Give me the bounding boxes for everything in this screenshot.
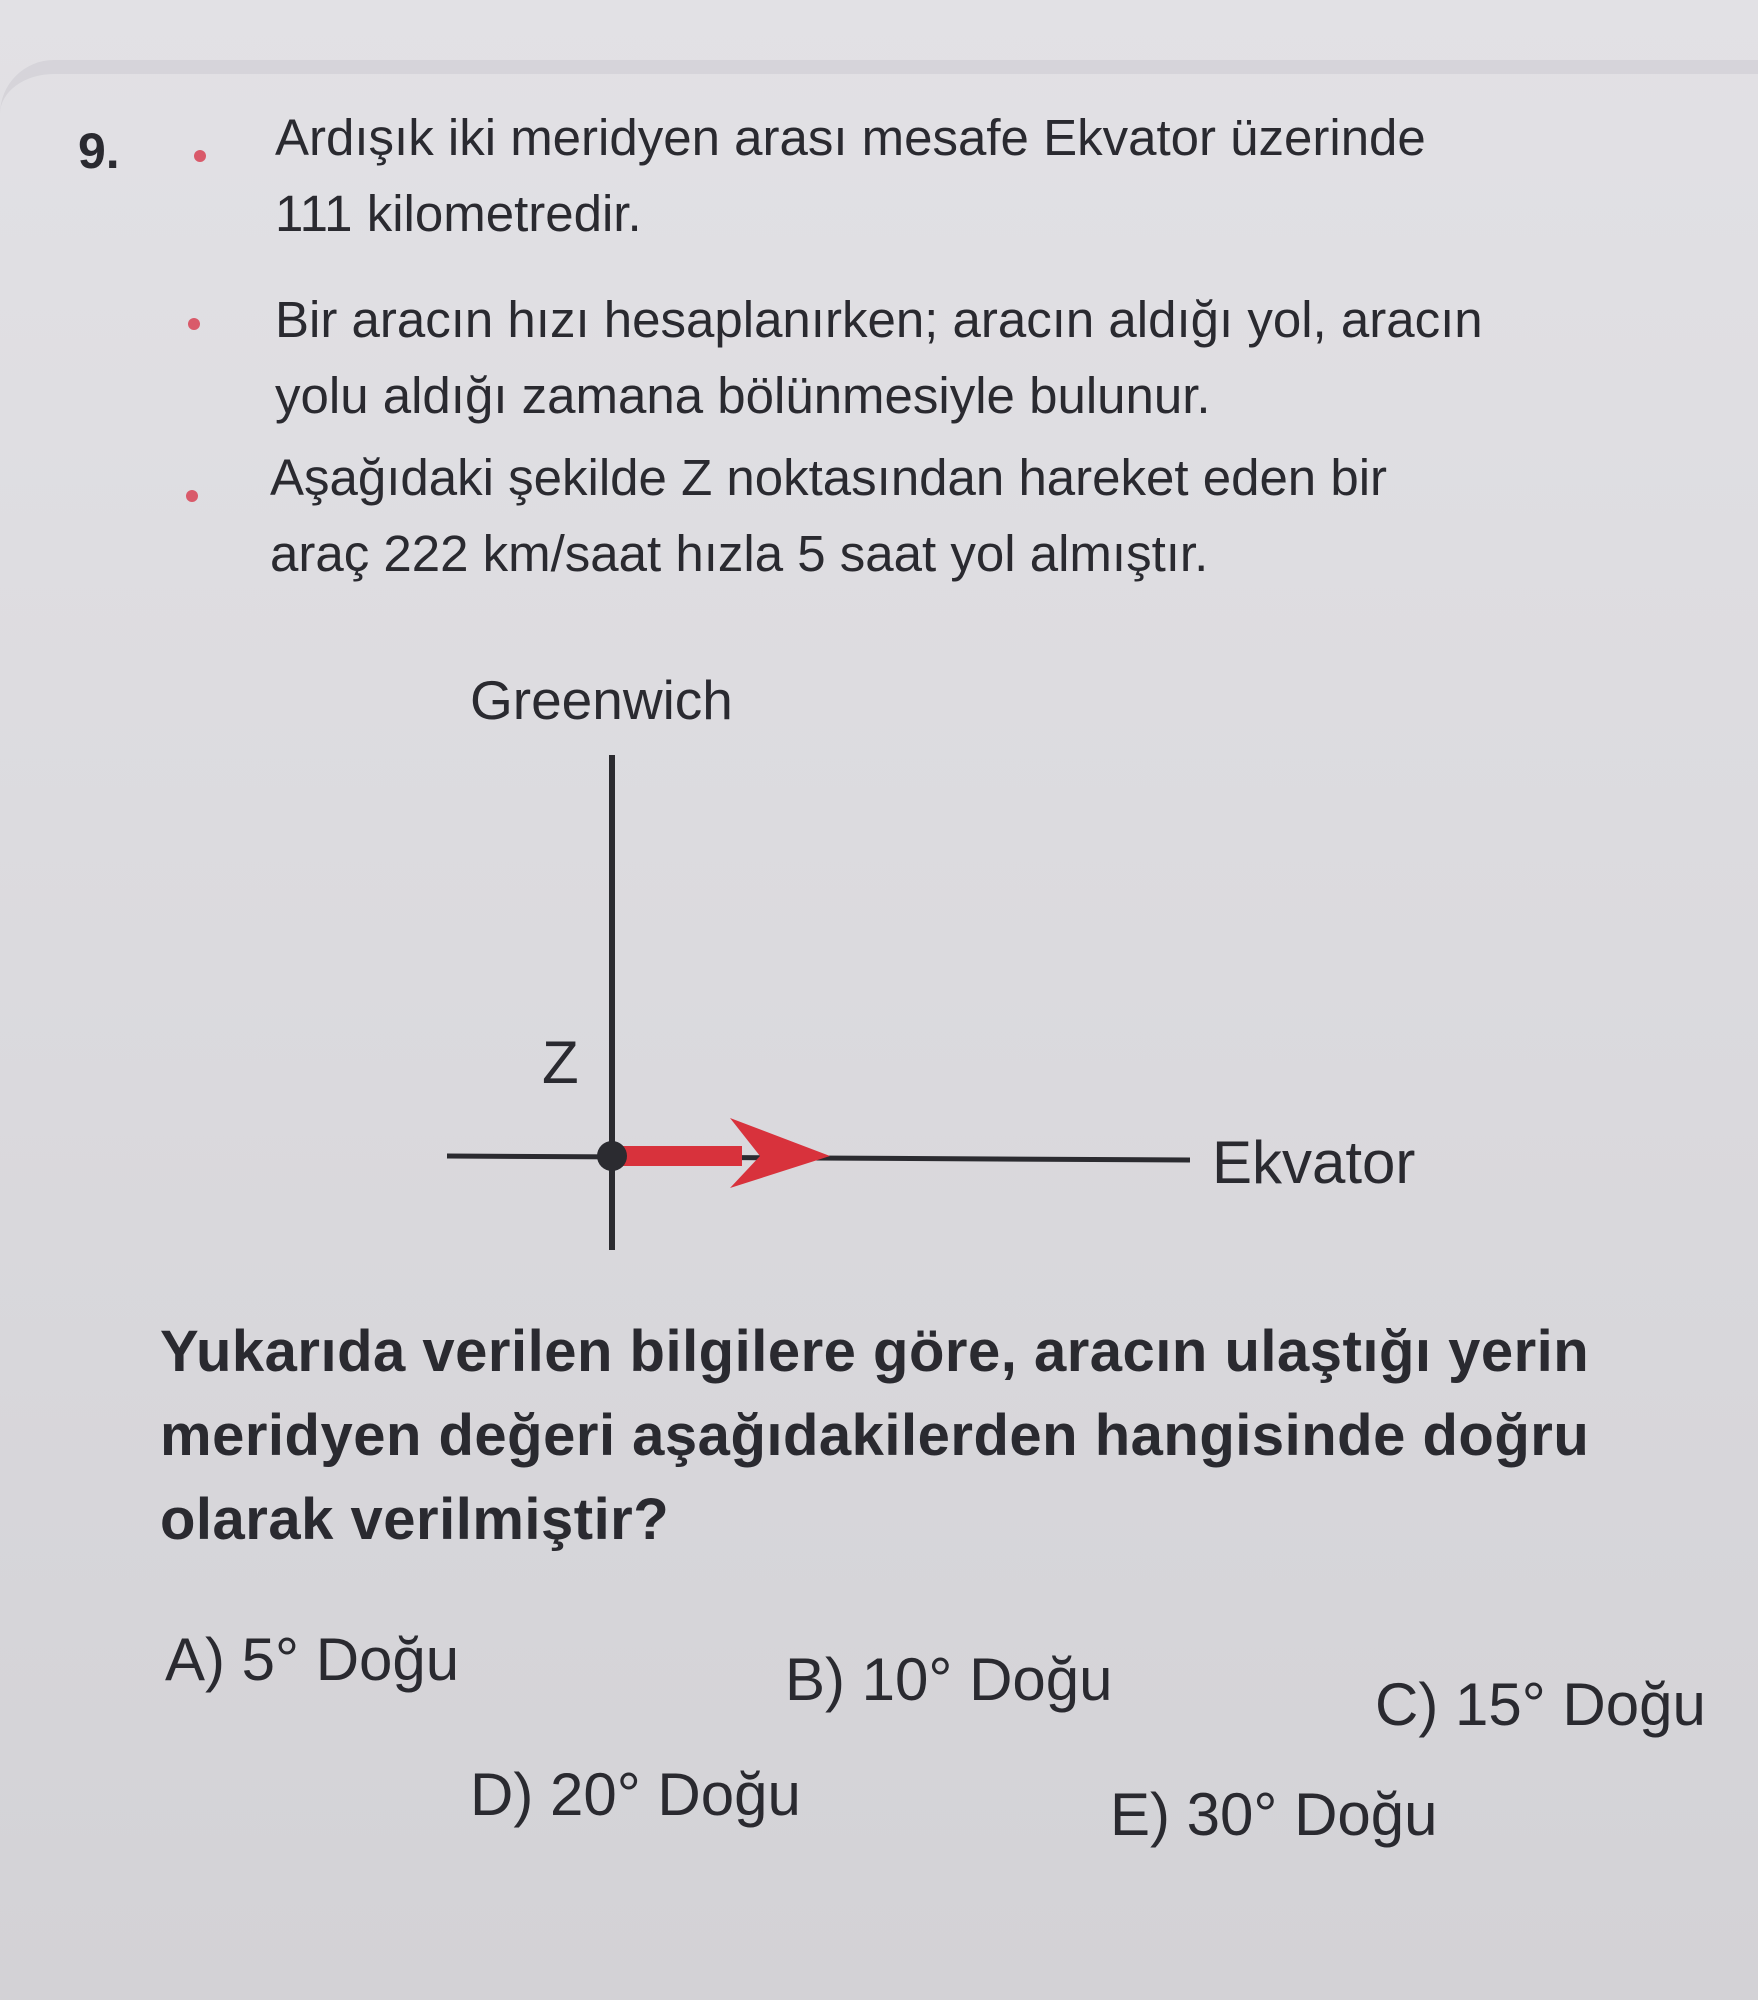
travel-arrow-shaft: [612, 1146, 742, 1166]
choice-e[interactable]: E) 30° Doğu: [1110, 1781, 1438, 1848]
equator-label: Ekvator: [1212, 1129, 1416, 1196]
choice-c[interactable]: C) 15° Doğu: [1375, 1671, 1706, 1738]
choice-b[interactable]: B) 10° Doğu: [785, 1646, 1113, 1713]
point-z-marker: [597, 1141, 627, 1171]
question-number: 9.: [78, 123, 120, 179]
point-z-label: Z: [542, 1029, 579, 1096]
question-line-1: Yukarıda verilen bilgilere göre, aracın ulaştığı yerin: [160, 1319, 1590, 1384]
bullet-3-line-2: araç 222 km/saat hızla 5 saat yol almıştır.: [270, 525, 1209, 582]
greenwich-label: Greenwich: [470, 669, 733, 731]
choice-a[interactable]: A) 5° Doğu: [165, 1626, 460, 1693]
bullet-1-line-1: Ardışık iki meridyen arası mesafe Ekvator üzerinde: [275, 109, 1426, 166]
bullet-1-line-2: 111 kilometredir.: [275, 185, 642, 242]
question-line-2: meridyen değeri aşağıdakilerden hangisinde doğru: [160, 1403, 1590, 1468]
travel-arrow-head: [730, 1118, 830, 1188]
choice-d[interactable]: D) 20° Doğu: [470, 1761, 801, 1828]
bullet-2-line-2: yolu aldığı zamana bölünmesiyle bulunur.: [275, 367, 1211, 424]
question-stem: [160, 1310, 1750, 1562]
bullet-2-line-1: Bir aracın hızı hesaplanırken; aracın aldığı yol, aracın: [275, 291, 1483, 348]
question-line-3: olarak verilmiştir?: [160, 1487, 670, 1552]
bullet-3-line-1: Aşağıdaki şekilde Z noktasından hareket eden bir: [270, 449, 1388, 506]
